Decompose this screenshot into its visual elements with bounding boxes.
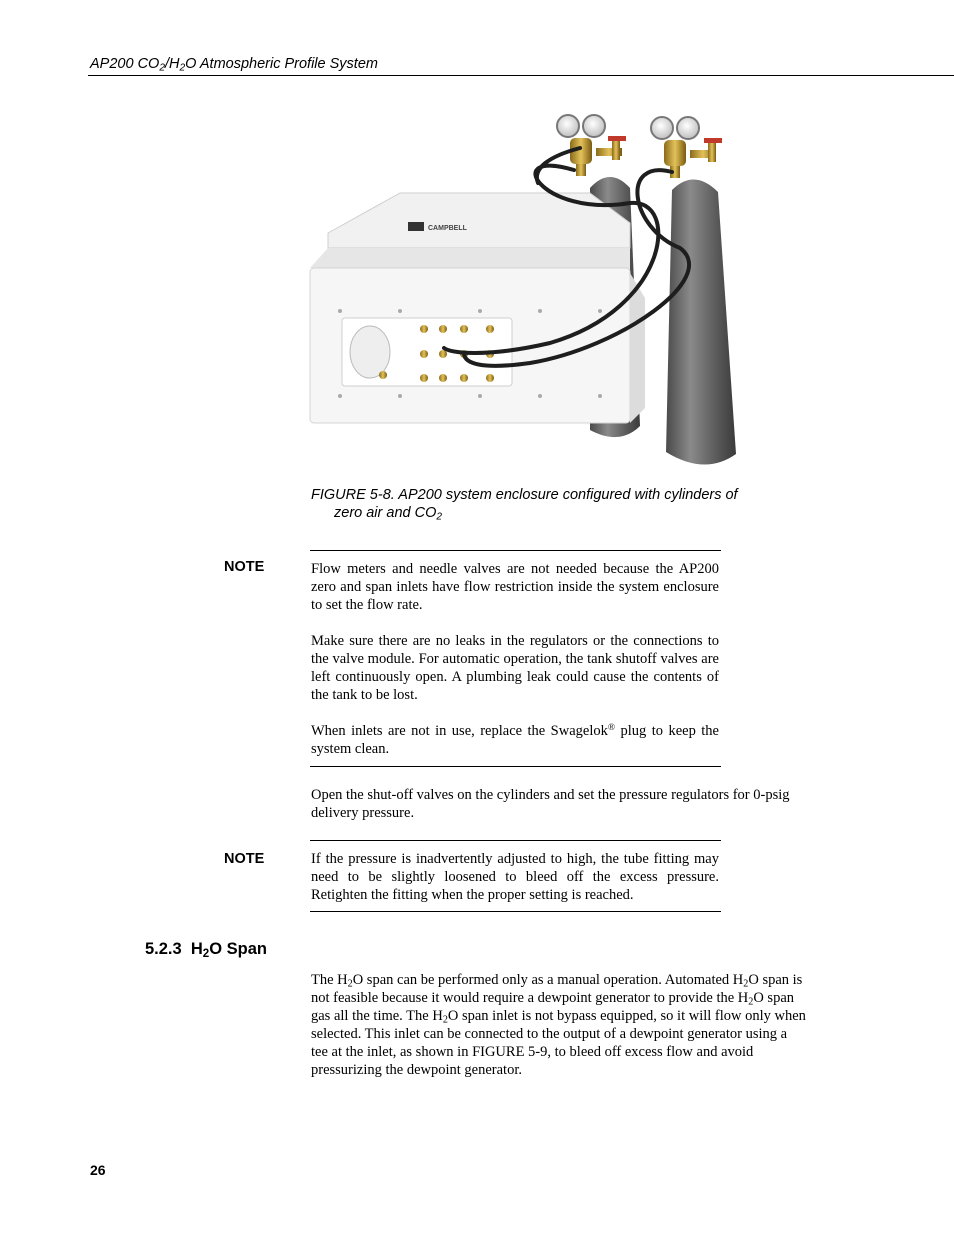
gas-cylinder-2 xyxy=(666,179,736,464)
section-heading: 5.2.3 $H_2O$ Span xyxy=(145,940,267,960)
page-number: 26 xyxy=(90,1162,106,1178)
body-paragraph: Open the shut-off valves on the cylinders and set the pressure regulators for 0-psig delivery pressure. xyxy=(311,787,790,821)
note-label: NOTE xyxy=(224,851,265,867)
note-paragraph: Make sure there are no leaks in the regulators or the connections to the valve module. For automatic operation, the tank shutoff valves are left continuously open. A plumbing leak could cause the contents of the tank to be lost. xyxy=(311,633,719,703)
note-paragraph: When inlets are not in use, replace the Swagelok® plug to keep the system clean. xyxy=(311,722,719,757)
figure-caption: FIGURE 5-8. AP200 system enclosure configured with cylinders of zero air and $CO_2$ xyxy=(311,487,738,523)
note-rule-bottom xyxy=(310,766,721,767)
header-rule xyxy=(88,75,954,76)
section-paragraph: The $H_2O$ span can be performed only as a manual operation. Automated $H_2O$ span is not feasible because it would require a dewpoint generator to provide the $H_2O$ span gas all the time. The $H_2O$ span inlet is not bypass equipped, so it will flow only when selected. This inlet can be connected to the output of a dewpoint generator using a tee at the inlet, as shown in FIGURE 5-9, to bleed off excess flow and avoid pressurizing the dewpoint generator. xyxy=(311,972,806,1078)
note-rule-top xyxy=(310,550,721,551)
enclosure-brand-label: CAMPBELL xyxy=(428,225,467,232)
note-rule-bottom xyxy=(310,911,721,912)
note-label: NOTE xyxy=(224,559,265,575)
note-paragraph: If the pressure is inadvertently adjusted to high, the tube fitting may need to be slightly loosened to bleed off the excess pressure. Retighten the fitting when the proper setting is reached. xyxy=(311,851,719,903)
note-rule-top xyxy=(310,840,721,841)
figure-enclosure-cylinders xyxy=(300,108,760,473)
note-paragraph: Flow meters and needle valves are not needed because the AP200 zero and span inlets have flow restriction inside the system enclosure to set the flow rate. xyxy=(311,561,719,613)
running-header: AP200 $CO_2/H_2O$ Atmospheric Profile System xyxy=(90,56,378,74)
system-enclosure xyxy=(310,193,645,423)
